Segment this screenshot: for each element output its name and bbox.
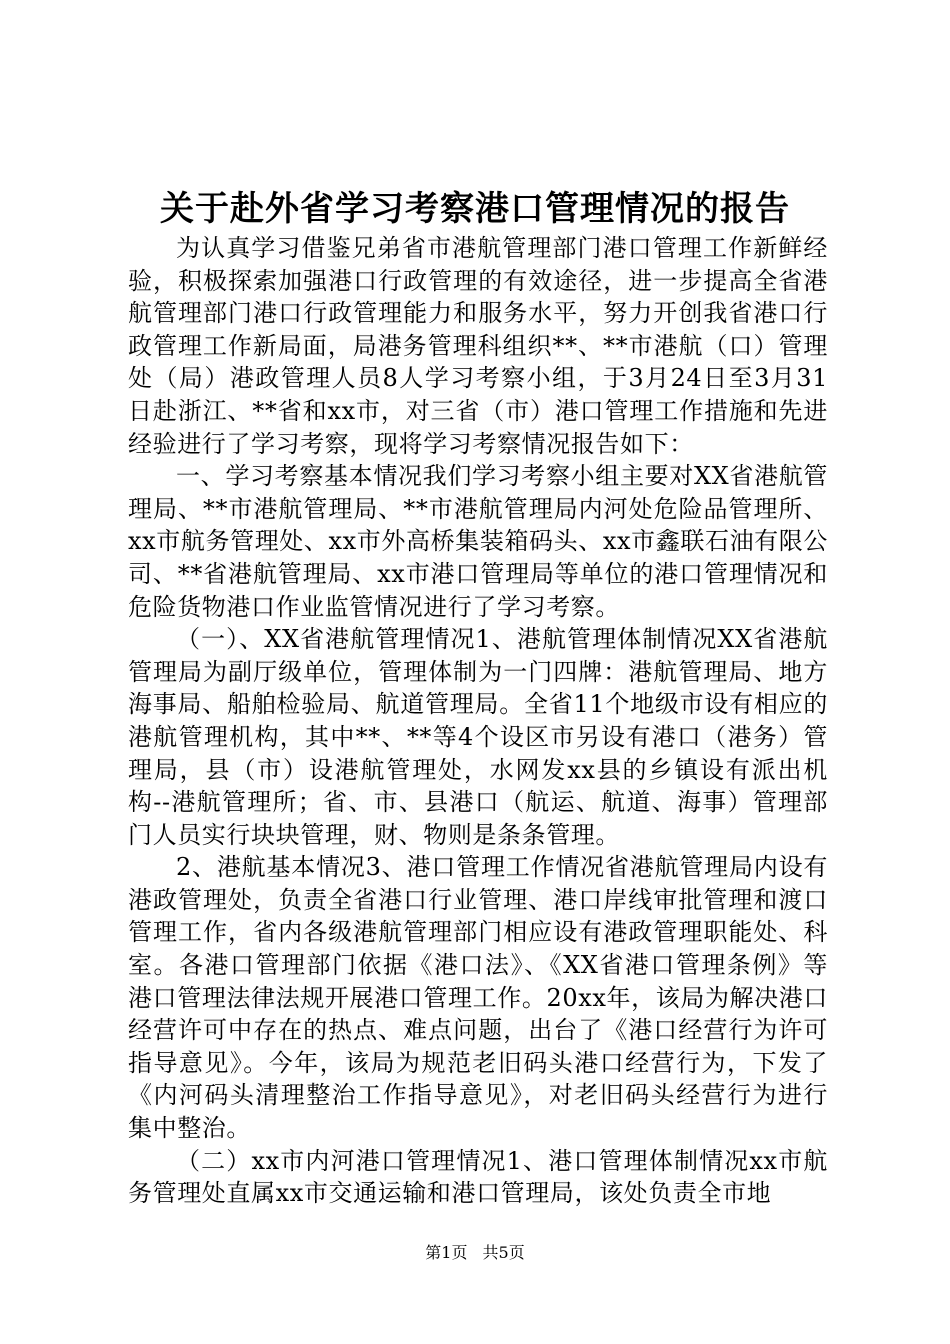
page-footer [0, 1242, 950, 1264]
document-body [128, 232, 828, 1210]
paragraph-section-1-1: （一）、XX省港航管理情况1、港航管理体制情况XX省港航管理局为副厅级单位，管理体制为一门四牌：港航管理局、地方海事局、船舶检验局、航道管理局。全省11个地级市设有相应的港航管理机构，其中**、**等4个设区市另设有港口（港务）管理局，县（市）设港航管理处，水网发xx县的乡镇设有派出机构--港航管理所；省、市、县港口（航运、航道、海事）管理部门人员实行块块管理，财、物则是条条管理。 [128, 625, 828, 849]
paragraph-intro: 为认真学习借鉴兄弟省市港航管理部门港口管理工作新鲜经验，积极探索加强港口行政管理的有效途径，进一步提高全省港航管理部门港口行政管理能力和服务水平，努力开创我省港口行政管理工作新局面，局港务管理科组织**、**市港航（口）管理处（局）港政管理人员8人学习考察小组，于3月24日至3月31日赴浙江、**省和xx市，对三省（市）港口管理工作措施和先进经验进行了学习考察，现将学习考察情况报告如下： [128, 234, 828, 458]
page-total: 共5页 [482, 1243, 525, 1262]
paragraph-section-1-2: 2、港航基本情况3、港口管理工作情况省港航管理局内设有港政管理处，负责全省港口行业管理、港口岸线审批管理和渡口管理工作，省内各级港航管理部门相应设有港政管理职能处、科室。各港口管理部门依据《港口法》、《XX省港口管理条例》等港口管理法律法规开展港口管理工作。20xx年，该局为解决港口经营许可中存在的热点、难点问题，出台了《港口经营行为许可指导意见》。今年，该局为规范老旧码头港口经营行为，下发了《内河码头清理整治工作指导意见》，对老旧码头经营行为进行集中整治。 [128, 853, 828, 1143]
paragraph-section-1: 一、学习考察基本情况我们学习考察小组主要对XX省港航管理局、**市港航管理局、**市港航管理局内河处危险品管理所、xx市航务管理处、xx市外高桥集装箱码头、xx市鑫联石油有限公司、**省港航管理局、xx市港口管理局等单位的港口管理情况和危险货物港口作业监管情况进行了学习考察。 [128, 462, 828, 621]
paragraph-section-2: （二）xx市内河港口管理情况1、港口管理体制情况xx市航务管理处直属xx市交通运输和港口管理局，该处负责全市地 [128, 1146, 828, 1208]
document-title: 关于赴外省学习考察港口管理情况的报告 [160, 189, 790, 229]
page-number: 第1页 [425, 1243, 468, 1262]
